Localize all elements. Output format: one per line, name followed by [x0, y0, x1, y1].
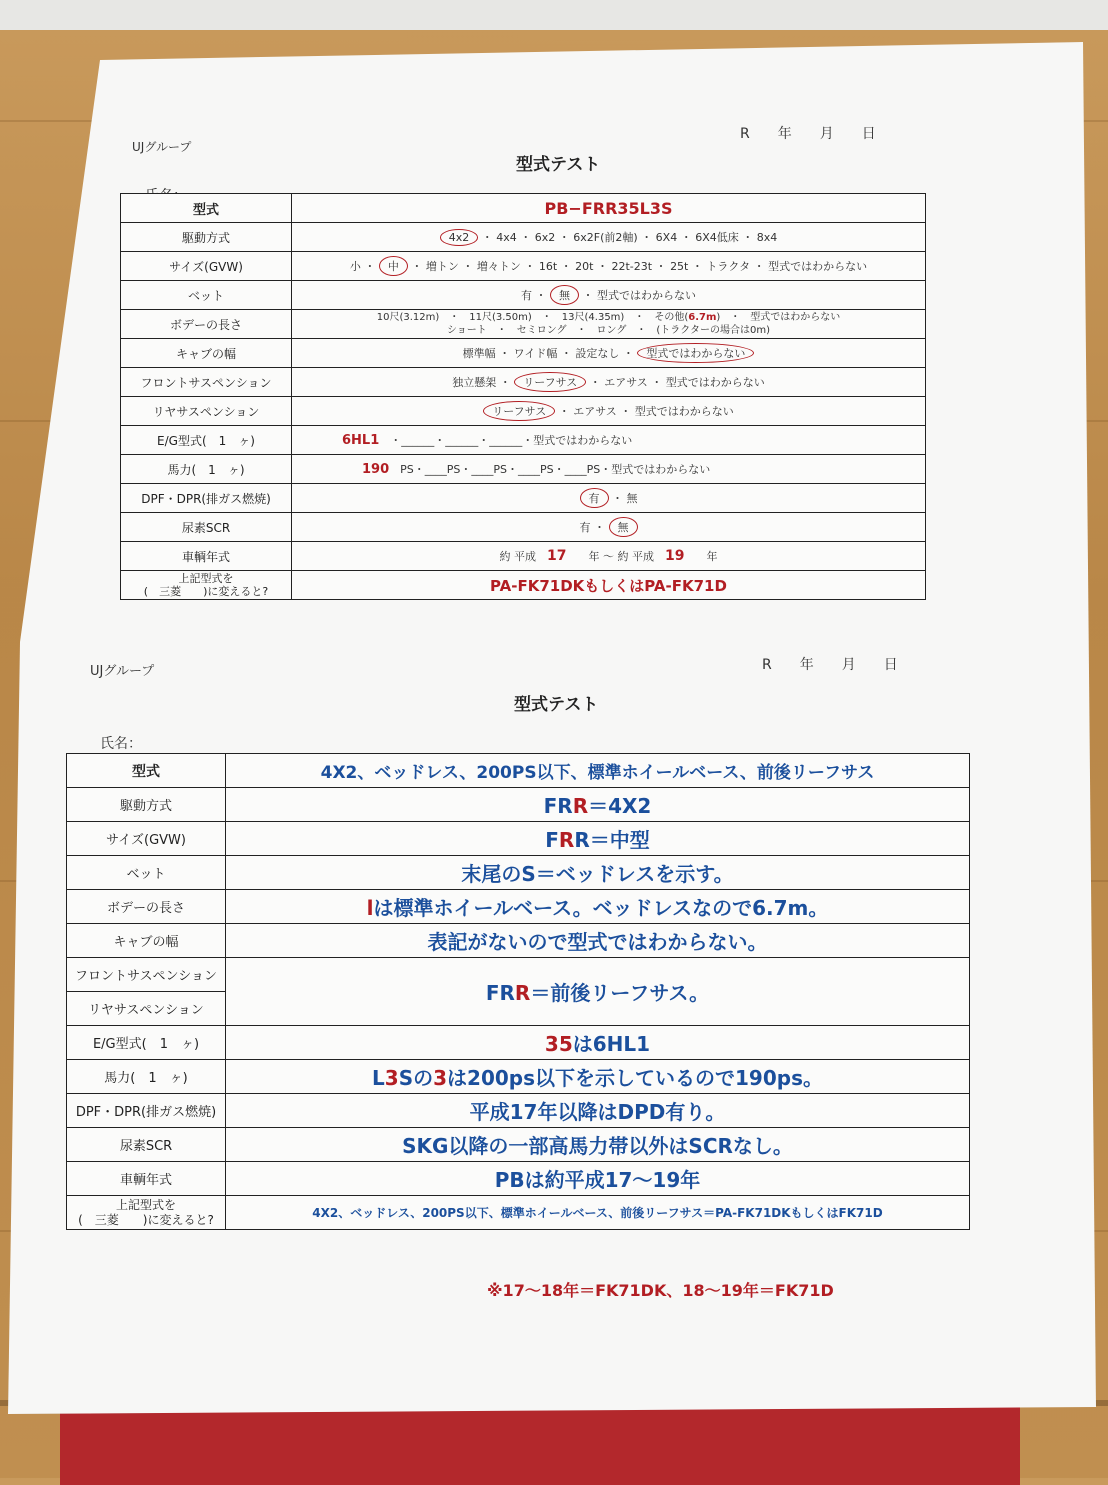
row-label: 上記型式を ( 三菱 )に変えると? — [67, 1196, 226, 1230]
row-label: 馬力( 1 ヶ) — [67, 1060, 226, 1094]
year-options: 約 平成 17 年 〜 約 平成 19 年 — [292, 542, 926, 571]
bottom-name-label: 氏名： — [100, 733, 345, 754]
answer-value: FRR＝4X2 — [226, 788, 970, 822]
bed-options: 有 ・ 無 ・ 型式ではわからない — [292, 281, 926, 310]
scr-options: 有 ・ 無 — [292, 513, 926, 542]
row-label: リヤサスペンション — [67, 992, 226, 1026]
row-label: E/G型式( 1 ヶ) — [121, 426, 292, 455]
top-title: 型式テスト — [516, 155, 601, 175]
bottom-title: 型式テスト — [514, 695, 599, 715]
answer-value: 表記がないので型式ではわからない。 — [226, 924, 970, 958]
row-label: 尿素SCR — [67, 1128, 226, 1162]
bottom-group-label: UJグループ — [90, 664, 155, 679]
answer-value: 35は6HL1 — [226, 1026, 970, 1060]
answer-value: lは標準ホイールベース。ベッドレスなので6.7m。 — [226, 890, 970, 924]
answer-value: L3Sの3は200ps以下を示しているので190ps。 — [226, 1060, 970, 1094]
desk-edge — [0, 0, 1108, 30]
row-label: 車輌年式 — [121, 542, 292, 571]
row-label: サイズ(GVW) — [121, 252, 292, 281]
top-form-table — [120, 193, 926, 600]
selected-option-circle: 型式ではわからない — [637, 343, 754, 363]
cab-width-options: 標準幅 ・ ワイド幅 ・ 設定なし ・ 型式ではわからない — [292, 339, 926, 368]
answer-value: PBは約平成17〜19年 — [226, 1162, 970, 1196]
size-options: 小 ・ 中 ・ 増トン ・ 増々トン ・ 16t ・ 20t ・ 22t-23t ・ 25t ・ トラクタ ・ 型式ではわからない — [292, 252, 926, 281]
row-label: 上記型式を ( 三菱 )に変えると? — [121, 571, 292, 600]
selected-option-circle: 無 — [550, 285, 579, 305]
drive-options: 4x2 ・ 4x4 ・ 6x2 ・ 6x2F(前2軸) ・ 6X4 ・ 6X4低床 ・ 8x4 — [292, 223, 926, 252]
top-group-label: UJグループ — [132, 140, 192, 154]
answer-value: 4X2、ベッドレス、200PS以下、標準ホイールベース、前後リーフサス＝PA-FK71DKもしくはFK71D — [226, 1196, 970, 1230]
top-date: R 年 月 日 — [740, 126, 876, 142]
body-length-options: 10尺(3.12m) ・ 11尺(3.50m) ・ 13尺(4.35m) ・ その他(6.7m) ・ 型式ではわからない ショート ・ セミロング ・ ロング ・ (トラクターの場合は0m) — [292, 310, 926, 339]
row-label: E/G型式( 1 ヶ) — [67, 1026, 226, 1060]
mitsubishi-conversion: PA-FK71DKもしくはPA-FK71D — [292, 571, 926, 600]
row-label: フロントサスペンション — [121, 368, 292, 397]
row-label: 尿素SCR — [121, 513, 292, 542]
row-label: ベット — [121, 281, 292, 310]
selected-option-circle: リーフサス — [483, 401, 555, 421]
row-label: ボデーの長さ — [67, 890, 226, 924]
row-label: DPF・DPR(排ガス燃焼) — [121, 484, 292, 513]
row-label: キャブの幅 — [121, 339, 292, 368]
row-label: 型式 — [121, 194, 292, 223]
dpf-options: 有 ・ 無 — [292, 484, 926, 513]
answer-value: 末尾のS＝ベッドレスを示す。 — [226, 856, 970, 890]
row-label: 車輌年式 — [67, 1162, 226, 1196]
row-label: リヤサスペンション — [121, 397, 292, 426]
footnote: ※17〜18年＝FK71DK、18〜19年＝FK71D — [487, 1281, 834, 1300]
answer-value: FRR＝前後リーフサス。 — [226, 958, 970, 1026]
bottom-date: R 年 月 日 — [762, 657, 898, 673]
red-fabric — [60, 1405, 1020, 1485]
model-value: PB−FRR35L3S — [292, 194, 926, 223]
row-label: 馬力( 1 ヶ) — [121, 455, 292, 484]
selected-option-circle: 中 — [379, 256, 408, 276]
rear-suspension-options: リーフサス ・ エアサス ・ 型式ではわからない — [292, 397, 926, 426]
front-suspension-options: 独立懸架 ・ リーフサス ・ エアサス ・ 型式ではわからない — [292, 368, 926, 397]
selected-option-circle: 4x2 — [440, 229, 479, 246]
row-label: ボデーの長さ — [121, 310, 292, 339]
answer-value: FRR＝中型 — [226, 822, 970, 856]
answer-value: SKG以降の一部高馬力帯以外はSCRなし。 — [226, 1128, 970, 1162]
row-label: 駆動方式 — [67, 788, 226, 822]
row-label: サイズ(GVW) — [67, 822, 226, 856]
row-label: ベット — [67, 856, 226, 890]
answer-value: 平成17年以降はDPD有り。 — [226, 1094, 970, 1128]
row-label: フロントサスペンション — [67, 958, 226, 992]
horsepower-options: 190 PS・____PS・____PS・____PS・____PS・型式ではわからない — [292, 455, 926, 484]
bottom-form-table — [66, 753, 970, 1230]
engine-options: 6HL1 ・______・______・______・型式ではわからない — [292, 426, 926, 455]
selected-option-circle: 有 — [580, 488, 609, 508]
selected-option-circle: リーフサス — [514, 372, 586, 392]
answer-value: 4X2、ベッドレス、200PS以下、標準ホイールベース、前後リーフサス — [226, 754, 970, 788]
row-label: 駆動方式 — [121, 223, 292, 252]
row-label: DPF・DPR(排ガス燃焼) — [67, 1094, 226, 1128]
row-label: 型式 — [67, 754, 226, 788]
selected-option-circle: 無 — [609, 517, 638, 537]
row-label: キャブの幅 — [67, 924, 226, 958]
